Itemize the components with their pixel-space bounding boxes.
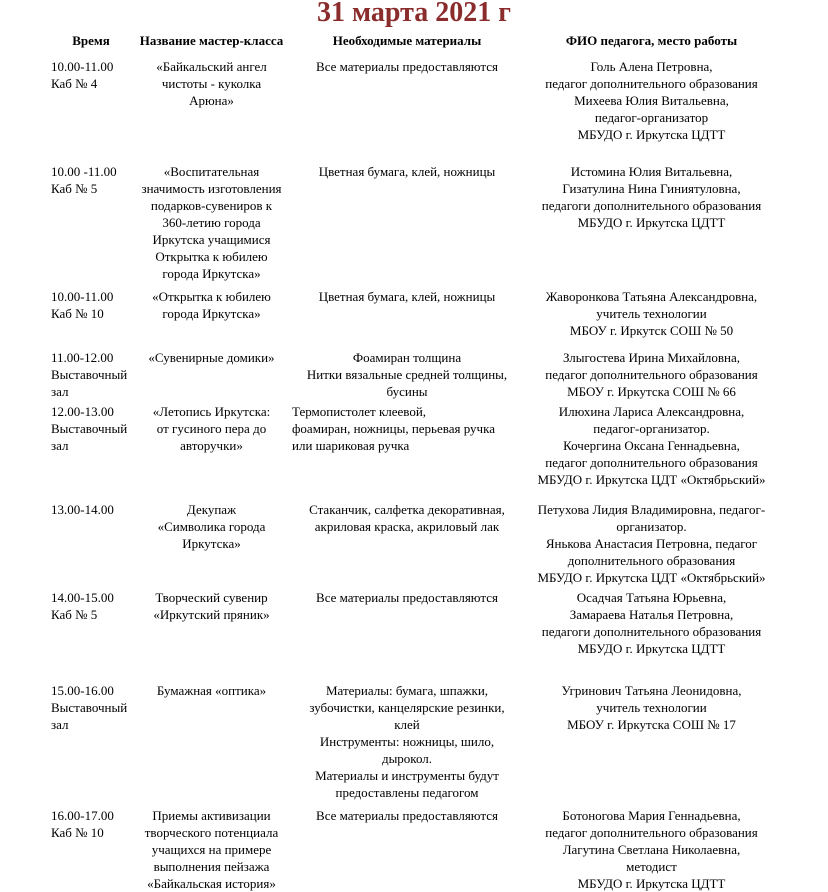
cell-class-name-line: «Байкальская история» — [147, 876, 276, 891]
cell-class-name-line: от гусиного пера до — [156, 421, 267, 436]
cell-teacher — [525, 160, 778, 285]
cell-class-name-line: Иркутска» — [182, 536, 241, 551]
cell-time — [48, 400, 134, 498]
cell-teacher-line: учитель технологии — [596, 306, 707, 321]
cell-teacher-line: МБУДО г. Иркутска ЦДТ «Октябрьский» — [537, 472, 766, 487]
cell-class-name-line: Арюна» — [189, 93, 234, 108]
cell-teacher-line: Ботоногова Мария Геннадьевна, — [562, 808, 741, 823]
cell-class-name — [134, 400, 289, 498]
column-header-materials: Необходимые материалы — [332, 33, 482, 48]
cell-teacher-line: МБУДО г. Иркутска ЦДТ «Октябрьский» — [537, 570, 766, 585]
cell-teacher-line: организатор. — [616, 519, 687, 534]
cell-materials-line: Цветная бумага, клей, ножницы — [318, 289, 496, 304]
page-title: 31 марта 2021 г — [317, 0, 511, 28]
cell-class-name-line: города Иркутска» — [162, 266, 261, 281]
table-row — [48, 160, 778, 285]
cell-class-name-line: Творческий сувенир — [155, 590, 268, 605]
cell-materials-line: Термопистолет клеевой, — [292, 404, 427, 419]
cell-materials — [289, 400, 525, 498]
cell-time-line: 10.00-11.00 — [51, 289, 114, 304]
cell-time-line: 13.00-14.00 — [51, 502, 114, 517]
cell-class-name-line: «Байкальский ангел — [156, 59, 267, 74]
cell-class-name-line: выполнения пейзажа — [153, 859, 270, 874]
cell-time-line: зал — [51, 438, 69, 453]
cell-time-line: Каб № 5 — [51, 607, 98, 622]
cell-materials — [289, 160, 525, 285]
cell-class-name — [134, 498, 289, 586]
cell-materials — [289, 498, 525, 586]
cell-class-name — [134, 346, 289, 400]
cell-time — [48, 346, 134, 400]
cell-teacher-line: Лагутина Светлана Николаевна, — [562, 842, 741, 857]
table-row — [48, 679, 778, 804]
cell-class-name-line: Декупаж — [186, 502, 237, 517]
cell-teacher-line: Голь Алена Петровна, — [590, 59, 713, 74]
cell-materials — [289, 679, 525, 804]
table-row — [48, 400, 778, 498]
cell-teacher-line: Угринович Татьяна Леонидовна, — [561, 683, 742, 698]
cell-time-line: 10.00-11.00 — [51, 59, 114, 74]
column-header-name: Название мастер-класса — [139, 33, 284, 48]
cell-class-name-line: чистоты - куколка — [161, 76, 262, 91]
cell-time-line: Выставочный — [51, 700, 128, 715]
cell-materials-line: бусины — [386, 384, 428, 399]
column-header-teacher: ФИО педагога, место работы — [565, 33, 738, 48]
table-row — [48, 498, 778, 586]
cell-teacher-line: МБОУ г. Иркутск СОШ № 50 — [569, 323, 734, 338]
cell-materials-line: Инструменты: ножницы, шило, — [319, 734, 495, 749]
cell-class-name-line: Иркутска учащимися — [152, 232, 271, 247]
cell-time-line: 12.00-13.00 — [51, 404, 114, 419]
cell-teacher-line: педагог дополнительного образования — [545, 76, 758, 91]
cell-teacher-line: Злыгостева Ирина Михайловна, — [562, 350, 741, 365]
cell-materials-line: или шариковая ручка — [292, 438, 410, 453]
cell-teacher — [525, 55, 778, 160]
cell-class-name-line: «Летопись Иркутска: — [152, 404, 271, 419]
cell-materials-line: Стаканчик, салфетка декоративная, — [309, 502, 505, 517]
table-row — [48, 285, 778, 346]
cell-class-name-line: Открытка к юбилею — [155, 249, 268, 264]
column-header-time: Время — [72, 33, 110, 48]
schedule-body — [48, 55, 778, 892]
cell-teacher-line: Петухова Лидия Владимировна, педагог- — [537, 502, 766, 517]
cell-time-line: 15.00-16.00 — [51, 683, 114, 698]
cell-time — [48, 160, 134, 285]
cell-teacher-line: педагог дополнительного образования — [545, 367, 758, 382]
cell-class-name — [134, 804, 289, 892]
cell-materials-line: Фоамиран толщина — [352, 350, 462, 365]
table-row — [48, 804, 778, 892]
cell-materials-line: предоставлены педагогом — [335, 785, 479, 800]
cell-time-line: Каб № 10 — [51, 306, 104, 321]
cell-time-line: 16.00-17.00 — [51, 808, 114, 823]
table-header-row — [48, 30, 778, 55]
cell-class-name-line: подарков-сувениров к — [150, 198, 273, 213]
cell-class-name-line: авторучки» — [180, 438, 243, 453]
cell-teacher-line: Истомина Юлия Витальевна, — [570, 164, 733, 179]
cell-materials — [289, 285, 525, 346]
cell-class-name — [134, 679, 289, 804]
table-row — [48, 586, 778, 679]
cell-teacher-line: Осадчая Татьяна Юрьевна, — [576, 590, 727, 605]
table-row — [48, 346, 778, 400]
cell-materials-line: акриловая краска, акриловый лак — [314, 519, 500, 534]
cell-teacher — [525, 679, 778, 804]
cell-teacher — [525, 285, 778, 346]
cell-time-line: Каб № 10 — [51, 825, 104, 840]
cell-time — [48, 55, 134, 160]
cell-class-name-line: «Сувенирные домики» — [148, 350, 275, 365]
cell-teacher-line: Илюхина Лариса Александровна, — [558, 404, 745, 419]
cell-teacher-line: педагог дополнительного образования — [545, 825, 758, 840]
cell-teacher-line: МБОУ г. Иркутска СОШ № 66 — [567, 384, 736, 399]
cell-class-name-line: «Воспитательная — [163, 164, 260, 179]
cell-teacher-line: Жаворонкова Татьяна Александровна, — [545, 289, 758, 304]
cell-time — [48, 285, 134, 346]
cell-time — [48, 586, 134, 679]
cell-class-name-line: творческого потенциала — [144, 825, 279, 840]
cell-teacher-line: МБУДО г. Иркутска ЦДТТ — [577, 641, 726, 656]
cell-teacher-line: Замараева Наталья Петровна, — [569, 607, 734, 622]
cell-time-line: Каб № 4 — [51, 76, 98, 91]
cell-materials-line: Материалы: бумага, шпажки, — [325, 683, 489, 698]
cell-materials-line: Цветная бумага, клей, ножницы — [318, 164, 496, 179]
cell-class-name-line: «Открытка к юбилею — [152, 289, 271, 304]
cell-materials-line: Все материалы предоставляются — [316, 59, 498, 74]
cell-class-name-line: «Иркутский пряник» — [153, 607, 270, 622]
cell-class-name — [134, 55, 289, 160]
cell-materials-line: Все материалы предоставляются — [316, 808, 498, 823]
cell-time — [48, 679, 134, 804]
cell-materials — [289, 804, 525, 892]
cell-teacher-line: методист — [626, 859, 677, 874]
cell-class-name-line: «Символика города — [157, 519, 266, 534]
cell-teacher — [525, 498, 778, 586]
cell-time-line: зал — [51, 717, 69, 732]
cell-teacher-line: дополнительного образования — [567, 553, 736, 568]
cell-materials-line: Все материалы предоставляются — [316, 590, 498, 605]
cell-teacher-line: Кочергина Оксана Геннадьевна, — [563, 438, 740, 453]
cell-teacher-line: педагоги дополнительного образования — [541, 198, 762, 213]
cell-time — [48, 804, 134, 892]
cell-time-line: зал — [51, 384, 69, 399]
cell-materials-line: клей — [394, 717, 420, 732]
cell-class-name-line: Бумажная «оптика» — [156, 683, 267, 698]
cell-time — [48, 498, 134, 586]
cell-class-name — [134, 285, 289, 346]
cell-time-line: Каб № 5 — [51, 181, 98, 196]
cell-materials — [289, 586, 525, 679]
cell-materials-line: Нитки вязальные средней толщины, — [306, 367, 508, 382]
cell-teacher — [525, 400, 778, 498]
cell-teacher-line: МБУДО г. Иркутска ЦДТТ — [577, 215, 726, 230]
cell-time-line: 10.00 -11.00 — [51, 164, 117, 179]
table-row — [48, 55, 778, 160]
cell-materials — [289, 346, 525, 400]
cell-class-name — [134, 160, 289, 285]
cell-materials-line: зубочистки, канцелярские резинки, — [309, 700, 505, 715]
cell-teacher-line: педагоги дополнительного образования — [541, 624, 762, 639]
cell-teacher — [525, 804, 778, 892]
cell-teacher-line: Гизатулина Нина Гиниятуловна, — [562, 181, 741, 196]
cell-time-line: Выставочный — [51, 367, 128, 382]
cell-class-name-line: 360-летию города — [162, 215, 261, 230]
cell-teacher-line: МБУДО г. Иркутска ЦДТТ — [577, 876, 726, 891]
cell-teacher-line: учитель технологии — [596, 700, 707, 715]
cell-class-name — [134, 586, 289, 679]
cell-teacher-line: МБОУ г. Иркутска СОШ № 17 — [567, 717, 736, 732]
cell-teacher-line: Янькова Анастасия Петровна, педагог — [545, 536, 758, 551]
cell-teacher-line: Михеева Юлия Витальевна, — [574, 93, 729, 108]
cell-materials-line: фоамиран, ножницы, перьевая ручка — [292, 421, 495, 436]
cell-class-name-line: учащихся на примере — [151, 842, 272, 857]
cell-teacher-line: педагог-организатор — [594, 110, 709, 125]
cell-time-line: 14.00-15.00 — [51, 590, 114, 605]
cell-teacher — [525, 586, 778, 679]
cell-class-name-line: Приемы активизации — [152, 808, 271, 823]
cell-materials-line: Материалы и инструменты будут — [315, 768, 499, 783]
cell-materials — [289, 55, 525, 160]
cell-teacher-line: МБУДО г. Иркутска ЦДТТ — [577, 127, 726, 142]
cell-time-line: Выставочный — [51, 421, 128, 436]
cell-teacher-line: педагог-организатор. — [593, 421, 710, 436]
cell-teacher — [525, 346, 778, 400]
schedule-table — [48, 30, 778, 892]
cell-class-name-line: города Иркутска» — [162, 306, 261, 321]
cell-time-line: 11.00-12.00 — [51, 350, 114, 365]
cell-materials-line: дырокол. — [381, 751, 433, 766]
cell-class-name-line: значимость изготовления — [141, 181, 282, 196]
cell-teacher-line: педагог дополнительного образования — [545, 455, 758, 470]
